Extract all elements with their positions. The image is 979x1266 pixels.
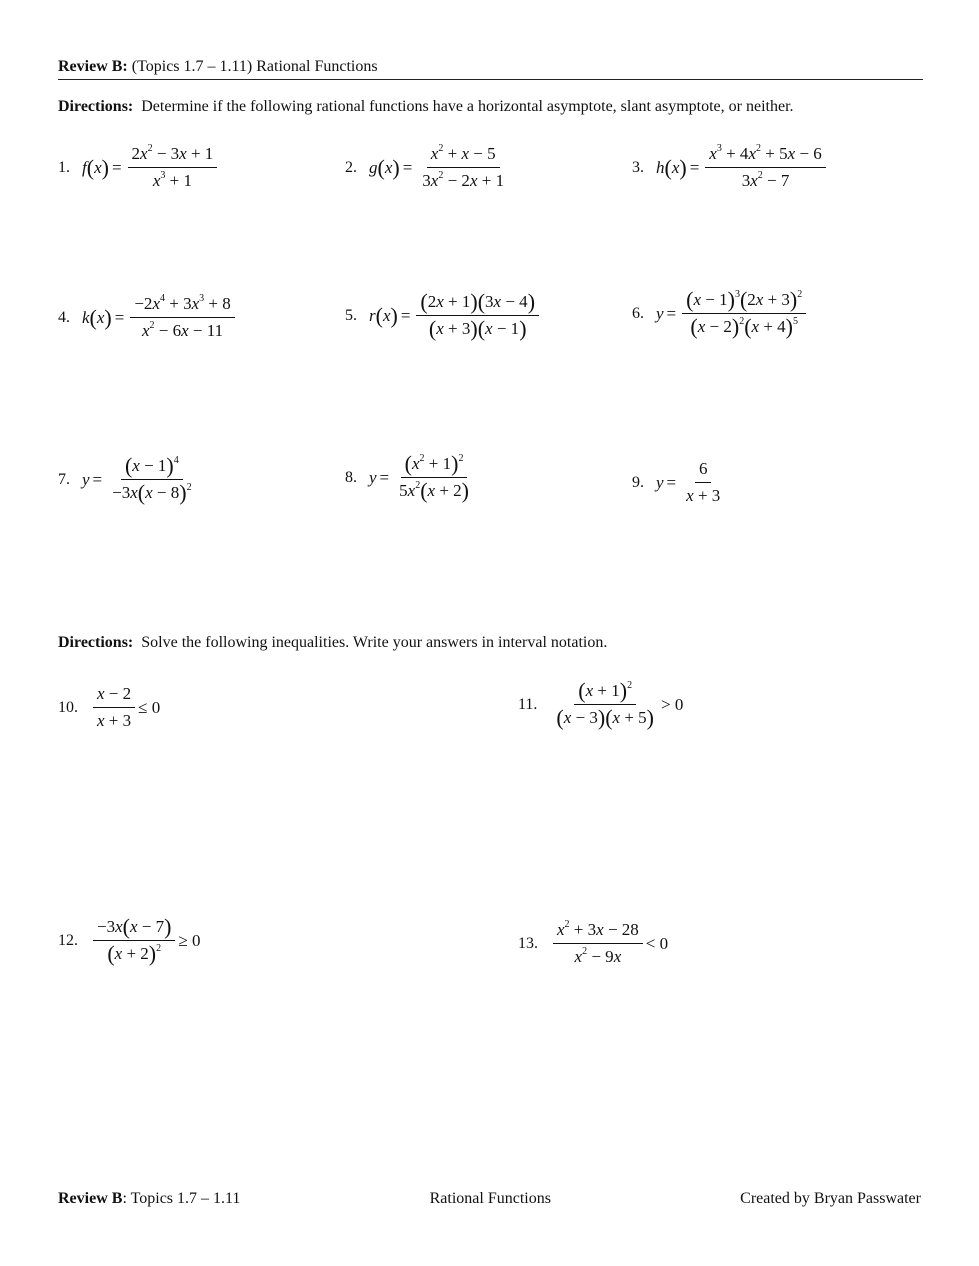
problem-12-rhs: ≥ 0 (178, 930, 201, 950)
problem-5-fraction: $\frac{(2x + 1)(3x - 4)}{(x + 3)(x - 1)}$ (416, 292, 539, 339)
header-label: Review B: (58, 58, 128, 75)
problem-8-fraction: $\frac{(x^2 + 1)^2}{5x^2(x + 2)}$ (399, 451, 469, 503)
footer-left: Review B: Topics 1.7 – 1.11 (58, 1190, 241, 1207)
problem-11: 11. $\frac{(x + 1)^2}{(x - 3)(x + 5)}$ > 0 (518, 678, 684, 730)
problem-7: 7. y = $\frac{(x - 1)^4}{-3x(x - 8)^2}$ (58, 456, 199, 503)
problem-10-fraction: $\frac{x - 2}{x + 3}$ (93, 684, 135, 731)
problem-13-rhs: < 0 (645, 933, 669, 953)
problem-3: 3. h(x) = $\frac{x^3 + 4x^2 + 5x - 6}{3x^2 - 7}$ (632, 144, 829, 191)
problem-11-fraction: $\frac{(x + 1)^2}{(x - 3)(x + 5)}$ (556, 678, 654, 730)
problem-12-fraction: $\frac{-3x(x - 7)}{(x + 2)^2}$ (93, 917, 175, 964)
problem-13-fraction: $\frac{x^2 + 3x - 28}{x^2 - 9x}$ (553, 920, 643, 967)
problem-3-fraction: $\frac{x^3 + 4x^2 + 5x - 6}{3x^2 - 7}$ (705, 144, 825, 191)
page-footer (58, 1190, 921, 1208)
problem-9: 9. y = $\frac{6}{x + 3}$ (632, 459, 727, 506)
problem-9-fraction: $\frac{6}{x + 3}$ (686, 459, 721, 505)
problem-8: 8. y = $\frac{(x^2 + 1)^2}{5x^2(x + 2)}$ (345, 454, 476, 501)
directions-inequalities: Directions: Solve the following inequalities. Write your answers in interval notation. (58, 634, 608, 651)
problem-2-fraction: $\frac{x^2 + x - 5}{3x^2 - 2x + 1}$ (422, 143, 505, 190)
problem-1-fraction: $\frac{2x^2 - 3x + 1}{x^3 + 1}$ (128, 144, 218, 191)
problem-1: 1. f(x) = $\frac{2x^2 - 3x + 1}{x^3 + 1}$ (58, 144, 220, 191)
problem-11-rhs: > 0 (661, 694, 684, 714)
problem-4-fraction: $\frac{-2x^4 + 3x^3 + 8}{x^2 - 6x - 11}$ (130, 294, 234, 341)
problem-4: 4. k(x) = $\frac{-2x^4 + 3x^3 + 8}{x^2 - 6x - 11}$ (58, 294, 238, 341)
problem-7-fraction: $\frac{(x - 1)^4}{-3x(x - 8)^2}$ (112, 453, 192, 505)
problem-10-rhs: ≤ 0 (138, 697, 161, 717)
problem-10: 10. $\frac{x - 2}{x + 3}$ ≤ 0 (58, 684, 161, 730)
problem-13: 13. $\frac{x^2 + 3x - 28}{x^2 - 9x}$ < 0 (518, 919, 669, 966)
problem-6-fraction: $\frac{(x - 1)^3(2x + 3)^2}{(x - 2)^2(x + 4)^5}$ (682, 290, 806, 337)
problem-1-lhs: f(x) (82, 154, 109, 180)
directions-asymptotes: Directions: Determine if the following rational functions have a horizontal asymptote, slant asymptote, or neither. (58, 98, 794, 115)
footer-center: Rational Functions (429, 1190, 551, 1207)
problem-12: 12. $\frac{-3x(x - 7)}{(x + 2)^2}$ ≥ 0 (58, 914, 201, 966)
page-header (58, 58, 923, 80)
footer-right: Created by Bryan Passwater (740, 1190, 921, 1207)
problem-6: 6. y = $\frac{(x - 1)^3(2x + 3)^2}{(x - 2)^2(x + 4)^5}$ (632, 290, 809, 337)
problem-5: 5. r(x) = $\frac{(2x + 1)(3x - 4)}{(x + 3)(x - 1)}$ (345, 292, 542, 339)
header-title: (Topics 1.7 – 1.11) Rational Functions (131, 58, 378, 75)
problem-2: 2. g(x) = $\frac{x^2 + x - 5}{3x^2 - 2x + 1}$ (345, 144, 511, 191)
